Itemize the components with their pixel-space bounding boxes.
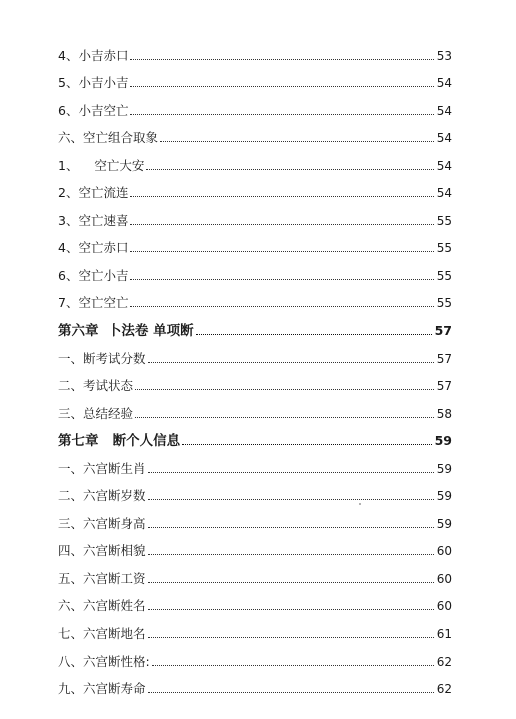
toc-entry [58, 38, 452, 66]
dot-leader [148, 362, 434, 363]
toc-entry-label: 7、空亡空亡 [58, 295, 129, 311]
toc-entry-label: 二、考试状态 [58, 378, 134, 394]
toc-entry [58, 479, 452, 507]
toc-entry [58, 506, 452, 534]
toc-page-number: 53 [436, 48, 452, 63]
toc-entry-label: 六、空亡组合取象 [58, 130, 159, 146]
toc-entry [58, 93, 452, 121]
toc-page-number: 59 [434, 433, 452, 449]
toc-page-number: 55 [436, 296, 452, 311]
toc-entry-label: 五、六宫断工资 [58, 570, 146, 586]
toc-page-number: 57 [434, 323, 452, 339]
dot-leader [148, 692, 434, 693]
toc-entry [58, 203, 452, 231]
toc-page-number: 57 [436, 351, 452, 366]
toc-entry [58, 451, 452, 479]
toc-page-number: 60 [436, 544, 452, 559]
toc-entry [58, 148, 452, 176]
toc-entry-label: 3、空亡速喜 [58, 212, 129, 228]
scan-speck [359, 503, 361, 505]
toc-entry [58, 66, 452, 94]
toc-entry [58, 341, 452, 369]
dot-leader [130, 114, 433, 115]
toc-entry-label: 三、总结经验 [58, 405, 134, 421]
dot-leader [152, 665, 434, 666]
toc-page-number: 57 [436, 379, 452, 394]
toc-entry [58, 534, 452, 562]
toc-entry-label: 九、六宫断寿命 [58, 681, 146, 697]
dot-leader [148, 499, 434, 500]
dot-leader [135, 389, 434, 390]
toc-entry-label: 4、小吉赤口 [58, 47, 129, 63]
dot-leader [130, 279, 433, 280]
dot-leader [148, 609, 434, 610]
toc-page-number: 54 [436, 131, 452, 146]
toc-entry-label: 一、六宫断生肖 [58, 460, 146, 476]
dot-leader [148, 527, 434, 528]
dot-leader [146, 169, 433, 170]
toc-entry-label: 一、断考试分数 [58, 350, 146, 366]
toc-entry-label: 六、六宫断姓名 [58, 598, 146, 614]
dot-leader [196, 334, 432, 335]
toc-entry [58, 672, 452, 700]
toc-page-number: 54 [436, 158, 452, 173]
toc-page-number: 60 [436, 599, 452, 614]
toc-entry [58, 286, 452, 314]
dot-leader [130, 251, 433, 252]
toc-page-number: 55 [436, 213, 452, 228]
toc-entry-label: 第七章 断个人信息 [58, 433, 181, 450]
toc-entry [58, 644, 452, 672]
toc-page-number: 59 [436, 461, 452, 476]
dot-leader [148, 554, 434, 555]
toc-chapter-entry [58, 313, 452, 341]
toc-entry [58, 121, 452, 149]
toc-entry-label: 三、六宫断身高 [58, 515, 146, 531]
toc-entry-label: 第六章 卜法卷 单项断 [58, 323, 194, 340]
toc-entry-label: 5、小吉小吉 [58, 75, 129, 91]
toc-entry [58, 589, 452, 617]
toc-page-number: 62 [436, 654, 452, 669]
toc-entry-label: 6、小吉空亡 [58, 102, 129, 118]
toc-entry [58, 616, 452, 644]
toc-page-number: 59 [436, 489, 452, 504]
toc-entry-label: 四、六宫断相貌 [58, 543, 146, 559]
toc-entry [58, 396, 452, 424]
toc-chapter-entry [58, 424, 452, 452]
dot-leader [130, 306, 433, 307]
toc-page-number: 59 [436, 516, 452, 531]
dot-leader [130, 59, 433, 60]
toc-page-number: 58 [436, 406, 452, 421]
dot-leader [148, 582, 434, 583]
dot-leader [148, 472, 434, 473]
dot-leader [130, 86, 433, 87]
toc-entry-label: 七、六宫断地名 [58, 626, 146, 642]
dot-leader [160, 141, 434, 142]
dot-leader [182, 444, 431, 445]
dot-leader [135, 417, 434, 418]
toc-entry [58, 369, 452, 397]
toc-page-number: 55 [436, 268, 452, 283]
toc-entry-label: 4、空亡赤口 [58, 240, 129, 256]
toc-entry-label: 八、六宫断性格: [58, 653, 150, 669]
toc-entry [58, 561, 452, 589]
toc-page-number: 54 [436, 103, 452, 118]
toc-page-number: 60 [436, 571, 452, 586]
toc-entry-label: 2、空亡流连 [58, 185, 129, 201]
toc-page-number: 54 [436, 76, 452, 91]
dot-leader [130, 196, 433, 197]
dot-leader [148, 637, 434, 638]
toc-page-number: 55 [436, 241, 452, 256]
toc-page-number: 62 [436, 682, 452, 697]
toc-page-number: 61 [436, 627, 452, 642]
dot-leader [130, 224, 433, 225]
toc-entry-label: 二、六宫断岁数 [58, 488, 146, 504]
toc-entry-label: 6、空亡小吉 [58, 267, 129, 283]
toc-entry [58, 231, 452, 259]
toc-entry [58, 176, 452, 204]
toc-entry [58, 258, 452, 286]
table-of-contents [58, 38, 452, 699]
toc-page-number: 54 [436, 186, 452, 201]
toc-entry-label: 1、 空亡大安 [58, 157, 145, 173]
